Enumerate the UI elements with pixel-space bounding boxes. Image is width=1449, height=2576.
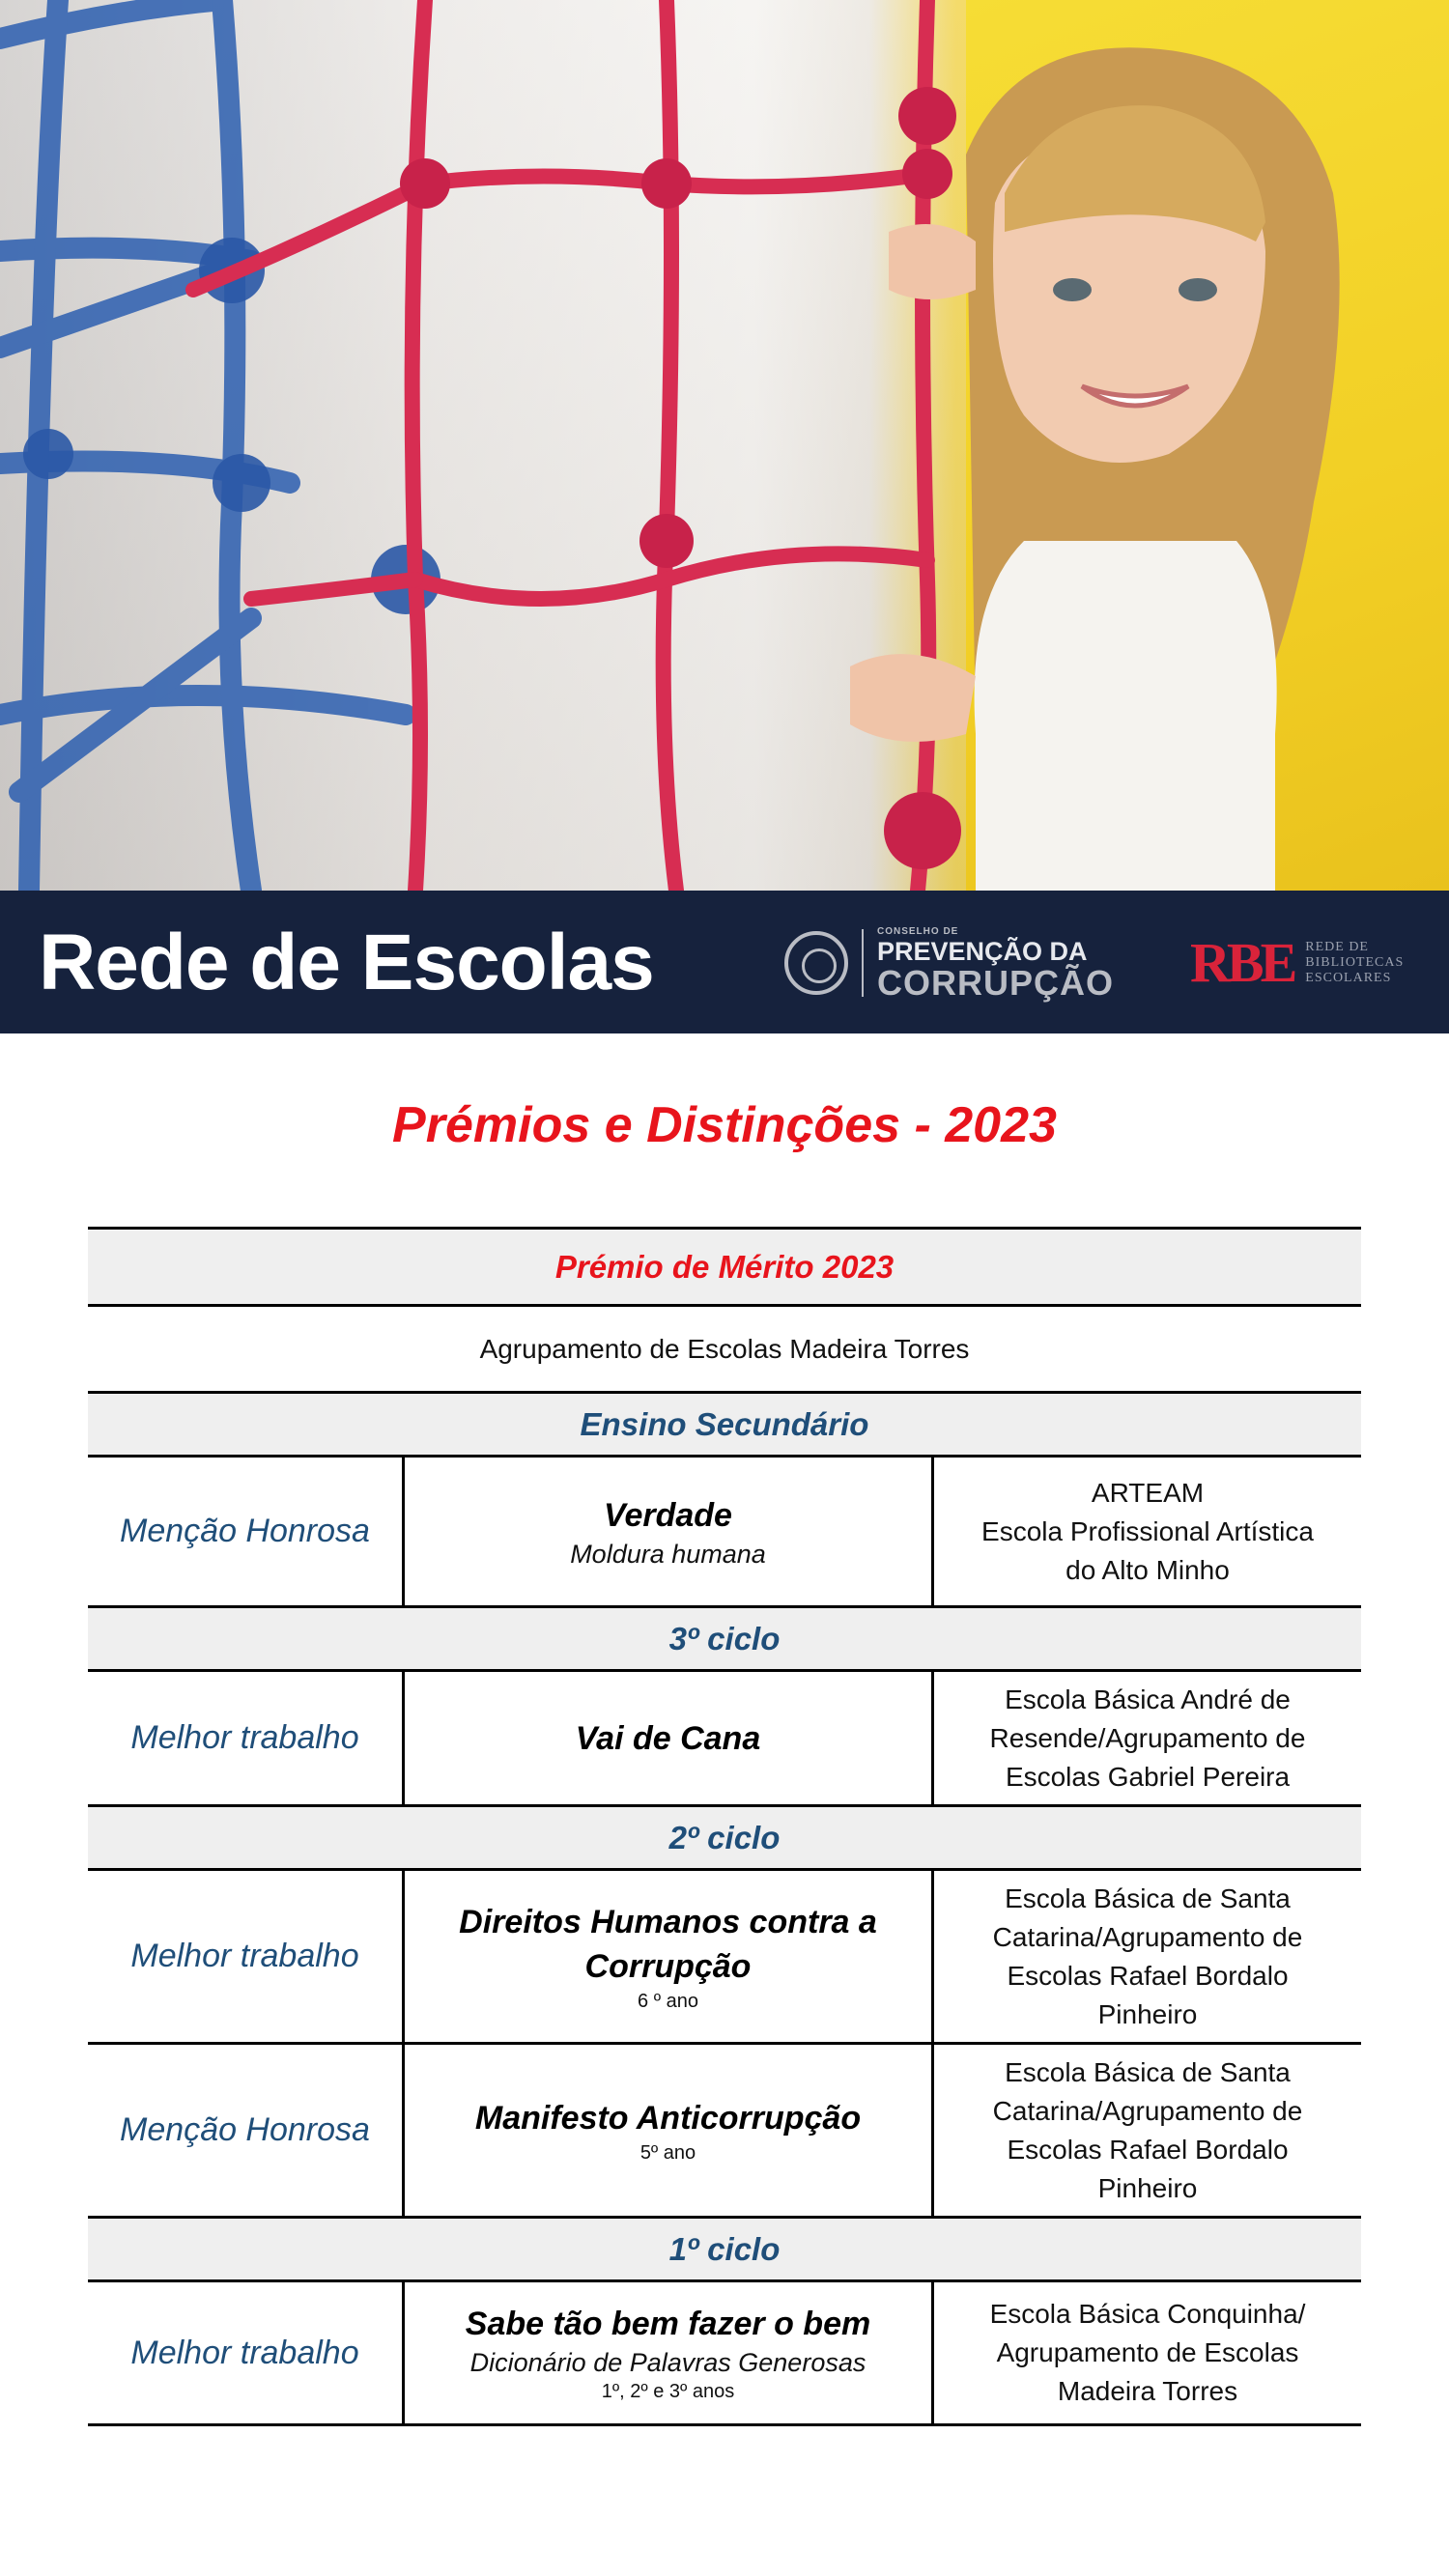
award-school (934, 1672, 1361, 1804)
award-category: Melhor trabalho (88, 2282, 405, 2423)
school-line: ARTEAM (1091, 1477, 1205, 1508)
cpc-logo (784, 925, 1115, 1003)
school-line: Escolas Rafael Bordalo (1007, 2134, 1289, 2165)
rbe-logo-line1: REDE DE (1305, 940, 1369, 954)
school-line: Resende/Agrupamento de (989, 1722, 1306, 1753)
rbe-logo-line3: ESCOLARES (1305, 971, 1392, 985)
award-school (934, 2282, 1361, 2423)
award-category: Menção Honrosa (88, 1458, 405, 1605)
page-title: Prémios e Distinções - 2023 (392, 1097, 1057, 1153)
work-subtitle: Moldura humana (570, 1539, 766, 1569)
school-line: Madeira Torres (1057, 2376, 1238, 2406)
award-school (934, 2045, 1361, 2216)
school-line: Pinheiro (1097, 2172, 1198, 2203)
section-header: Ensino Secundário (88, 1391, 1361, 1455)
school-line: Escolas Rafael Bordalo (1007, 1960, 1289, 1991)
red-rope-net (193, 0, 928, 891)
header-banner (0, 891, 1449, 1033)
hero-illustration (0, 0, 1449, 891)
work-title: Sabe tão bem fazer o bem (465, 2306, 871, 2342)
school-line: Catarina/Agrupamento de (992, 2095, 1303, 2126)
school-line: Escolas Gabriel Pereira (1005, 1761, 1291, 1792)
award-category: Melhor trabalho (88, 1672, 405, 1804)
school-line: Escola Profissional Artística (981, 1515, 1314, 1546)
award-work (405, 1458, 934, 1605)
cpc-logo-line1: PREVENÇÃO DA (877, 936, 1088, 966)
school-line: do Alto Minho (1065, 1554, 1230, 1585)
merit-winner: Agrupamento de Escolas Madeira Torres (88, 1304, 1361, 1391)
award-work (405, 1672, 934, 1804)
work-subtitle: Dicionário de Palavras Generosas (469, 2348, 867, 2377)
work-title: Vai de Cana (575, 1719, 761, 1757)
work-year: 5º ano (639, 2141, 696, 2164)
banner-title: Rede de Escolas (39, 919, 654, 1006)
cpc-logo-small: CONSELHO DE (877, 925, 959, 937)
table-row (88, 1868, 1361, 2042)
work-title-line: Direitos Humanos contra a (459, 1903, 877, 1940)
section-header: 3º ciclo (88, 1605, 1361, 1669)
table-row (88, 2042, 1361, 2216)
rbe-logo-mark: RBE (1190, 931, 1294, 994)
rbe-logo-line2: BIBLIOTECAS (1305, 955, 1405, 970)
table-row (88, 1669, 1361, 1804)
work-title-line: Corrupção (584, 1947, 752, 1985)
red-knots (400, 87, 961, 869)
cpc-logo-line2: CORRUPÇÃO (877, 962, 1115, 1003)
school-line: Escola Básica de Santa (1005, 2056, 1291, 2087)
cpc-logo-text (877, 926, 1114, 1001)
rbe-logo (1190, 931, 1405, 994)
school-line: Pinheiro (1097, 1998, 1198, 2029)
table-row (88, 1455, 1361, 1605)
school-line: Escola Básica Conquinha/ (989, 2299, 1306, 2329)
government-seal-icon (784, 931, 848, 995)
award-work (405, 2045, 934, 2216)
rbe-logo-text (1305, 940, 1404, 986)
merit-header: Prémio de Mérito 2023 (88, 1227, 1361, 1304)
work-title: Verdade (604, 1496, 732, 1534)
section-header: 2º ciclo (88, 1804, 1361, 1868)
table-row (88, 2279, 1361, 2426)
award-school (934, 1458, 1361, 1605)
school-line: Escola Básica de Santa (1005, 1882, 1291, 1913)
logo-divider (862, 929, 864, 997)
school-line: Catarina/Agrupamento de (992, 1921, 1303, 1952)
work-year: 6 º ano (638, 1990, 698, 2012)
school-line: Agrupamento de Escolas (996, 2337, 1299, 2367)
award-school (934, 1871, 1361, 2042)
award-category: Melhor trabalho (88, 1871, 405, 2042)
awards-table (88, 1227, 1361, 2426)
hero-photo (0, 0, 1449, 891)
work-year: 1º, 2º e 3º anos (601, 2381, 735, 2402)
section-header: 1º ciclo (88, 2216, 1361, 2279)
work-title: Manifesto Anticorrupção (474, 2099, 862, 2137)
school-line: Escola Básica André de (1005, 1684, 1291, 1714)
award-category: Menção Honrosa (88, 2045, 405, 2216)
award-work (405, 1871, 934, 2042)
award-work (405, 2282, 934, 2423)
